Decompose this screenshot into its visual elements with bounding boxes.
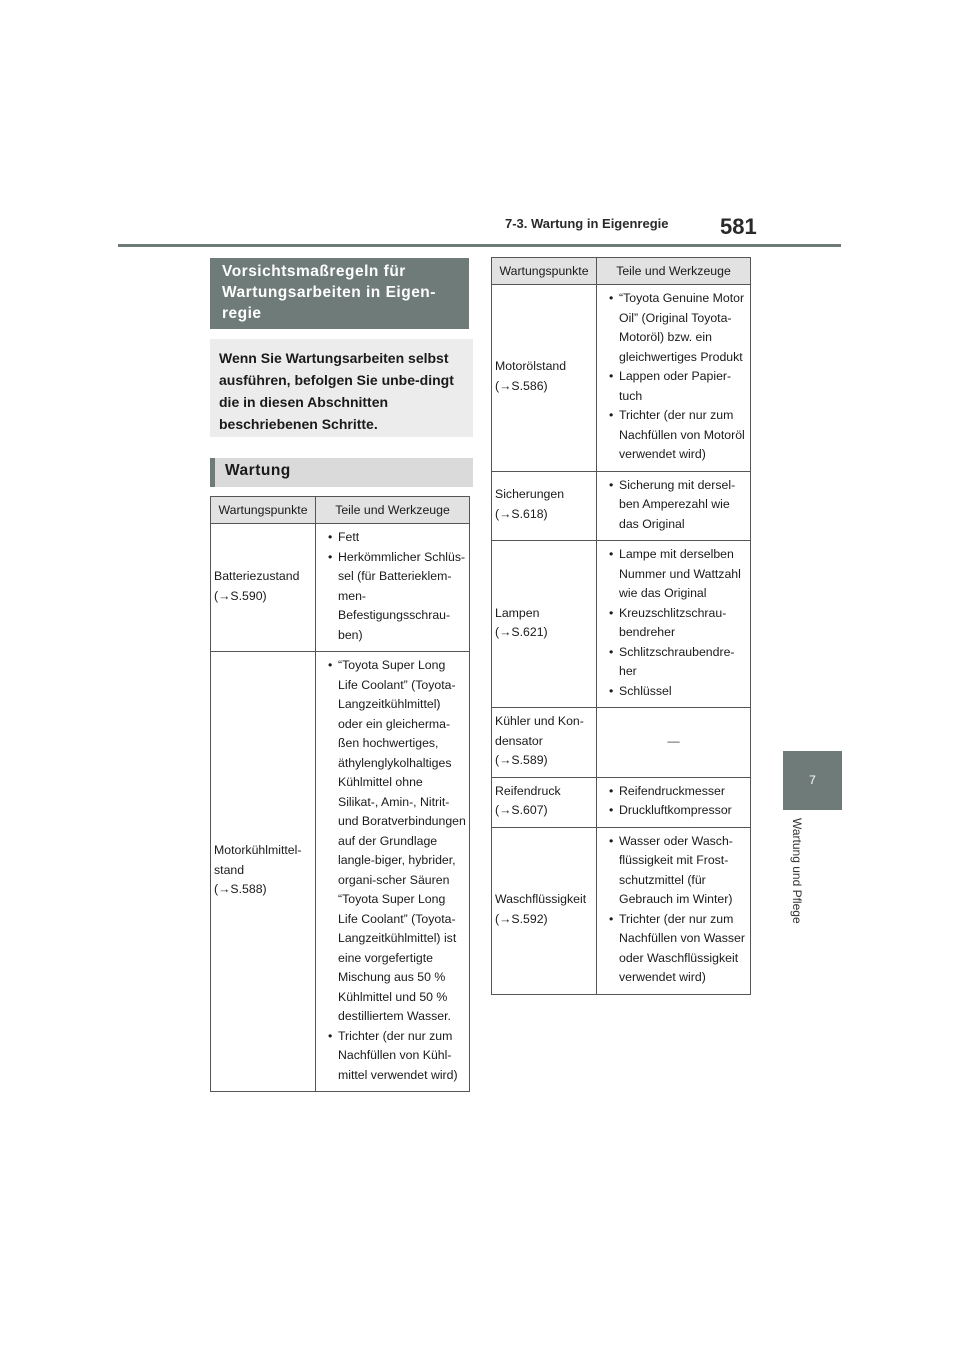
maintenance-point (211, 524, 316, 652)
tool-item: • Herkömmlicher Schlüs-sel (für Batterieklem-men-Befestigungsschrau-ben) (328, 548, 466, 646)
maintenance-table-right (491, 257, 751, 995)
precautions-heading: Vorsichtsmaßregeln für Wartungsarbeiten in Eigen-regie (210, 258, 469, 329)
maintenance-point (211, 652, 316, 1092)
page-reference: (→S.607) (495, 803, 548, 817)
page-reference: (→S.592) (495, 911, 548, 926)
maintenance-point (492, 708, 597, 778)
no-tools-dash: — (667, 733, 680, 748)
maintenance-table-left (210, 496, 470, 1092)
tool-item: • Trichter (der nur zum Nachfüllen von Motoröl verwendet wird) (609, 406, 747, 465)
tool-item: • Druckluftkompressor (609, 801, 747, 821)
tool-item: • “Toyota Super Long Life Coolant” (Toyota-Langzeitkühlmittel) oder ein gleicherma-ßen hochwertiges, äthylenglykolhaltiges Kühlmittel ohne Silikat-, Amin-, Nitrit- und Boratverbindungen auf der Grundlage langle-biger, hybrider, organi-scher Säuren “Toyota Super Long Life Coolant” (Toyota-Langzeitkühlmittel) ist eine vorgefertigte Mischung aus 50 % Kühlmittel und 50 % destilliertem Wasser. (328, 656, 466, 1027)
maintenance-point (492, 471, 597, 541)
table-row (211, 524, 470, 652)
point-name: Motorkühlmittel-stand (214, 843, 302, 877)
tool-item: • Schlüssel (609, 682, 747, 702)
tool-item: • Sicherung mit dersel-ben Amperezahl wie das Original (609, 476, 747, 535)
tools-cell (597, 827, 751, 994)
table-row (211, 652, 470, 1092)
tool-item: • Lampe mit derselben Nummer und Wattzahl wie das Original (609, 545, 747, 604)
tool-item: • Trichter (der nur zum Nachfüllen von Kühl-mittel verwendet wird) (328, 1027, 466, 1086)
page-reference: (→S.590) (214, 588, 267, 603)
page-reference: (→S.589) (495, 753, 548, 767)
chapter-title: Wartung und Pflege (790, 818, 804, 924)
tools-cell (316, 652, 470, 1092)
maintenance-heading: Wartung (210, 458, 473, 487)
tool-item: • “Toyota Genuine Motor Oil” (Original Toyota-Motoröl) bzw. ein gleichwertiges Produkt (609, 289, 747, 367)
page-reference: (→S.618) (495, 506, 548, 521)
column-header-tools: Teile und Werkzeuge (597, 258, 751, 285)
point-name: Lampen (495, 605, 540, 620)
maintenance-point (492, 777, 597, 827)
header-divider (118, 244, 841, 247)
tools-cell (597, 777, 751, 827)
column-header-points: Wartungspunkte (211, 497, 316, 524)
table-row (492, 541, 751, 708)
tool-item: • Reifendruckmesser (609, 782, 747, 802)
tools-cell (597, 708, 751, 778)
page-reference: (→S.621) (495, 625, 548, 639)
point-name: Kühler und Kon-densator (495, 714, 584, 748)
tools-cell (597, 285, 751, 472)
page-reference: (→S.586) (495, 378, 548, 393)
maintenance-point (492, 285, 597, 472)
column-header-tools: Teile und Werkzeuge (316, 497, 470, 524)
tool-item: • Schlitzschraubendre-her (609, 643, 747, 682)
point-name: Motorölstand (495, 359, 567, 374)
column-header-points: Wartungspunkte (492, 258, 597, 285)
maintenance-point (492, 541, 597, 708)
table-row (492, 777, 751, 827)
tool-item: • Wasser oder Wasch-flüssigkeit mit Frost-schutzmittel (für Gebrauch im Winter) (609, 832, 747, 910)
tool-item: • Trichter (der nur zum Nachfüllen von Wasser oder Waschflüssigkeit verwendet wird) (609, 910, 747, 988)
tools-cell (597, 541, 751, 708)
point-name: Sicherungen (495, 487, 565, 502)
page-reference: (→S.588) (214, 882, 267, 897)
point-name: Waschflüssigkeit (495, 892, 587, 906)
point-name: Reifendruck (495, 783, 561, 798)
table-row (492, 708, 751, 778)
maintenance-point (492, 827, 597, 994)
point-name: Batteriezustand (214, 569, 300, 583)
table-row (492, 471, 751, 541)
tools-cell (597, 471, 751, 541)
tool-item: • Lappen oder Papier-tuch (609, 367, 747, 406)
tools-cell (316, 524, 470, 652)
tool-item: • Kreuzschlitzschrau-bendreher (609, 604, 747, 643)
tool-item: • Fett (328, 528, 466, 548)
page-number: 581 (720, 214, 757, 239)
section-title: 7-3. Wartung in Eigenregie (505, 216, 669, 231)
precautions-text: Wenn Sie Wartungsarbeiten selbst ausführen, befolgen Sie unbe-dingt die in diesen Abschnitten beschriebenen Schritte. (210, 339, 473, 437)
chapter-tab: 7 (783, 751, 842, 810)
table-row (492, 827, 751, 994)
table-row (492, 285, 751, 472)
